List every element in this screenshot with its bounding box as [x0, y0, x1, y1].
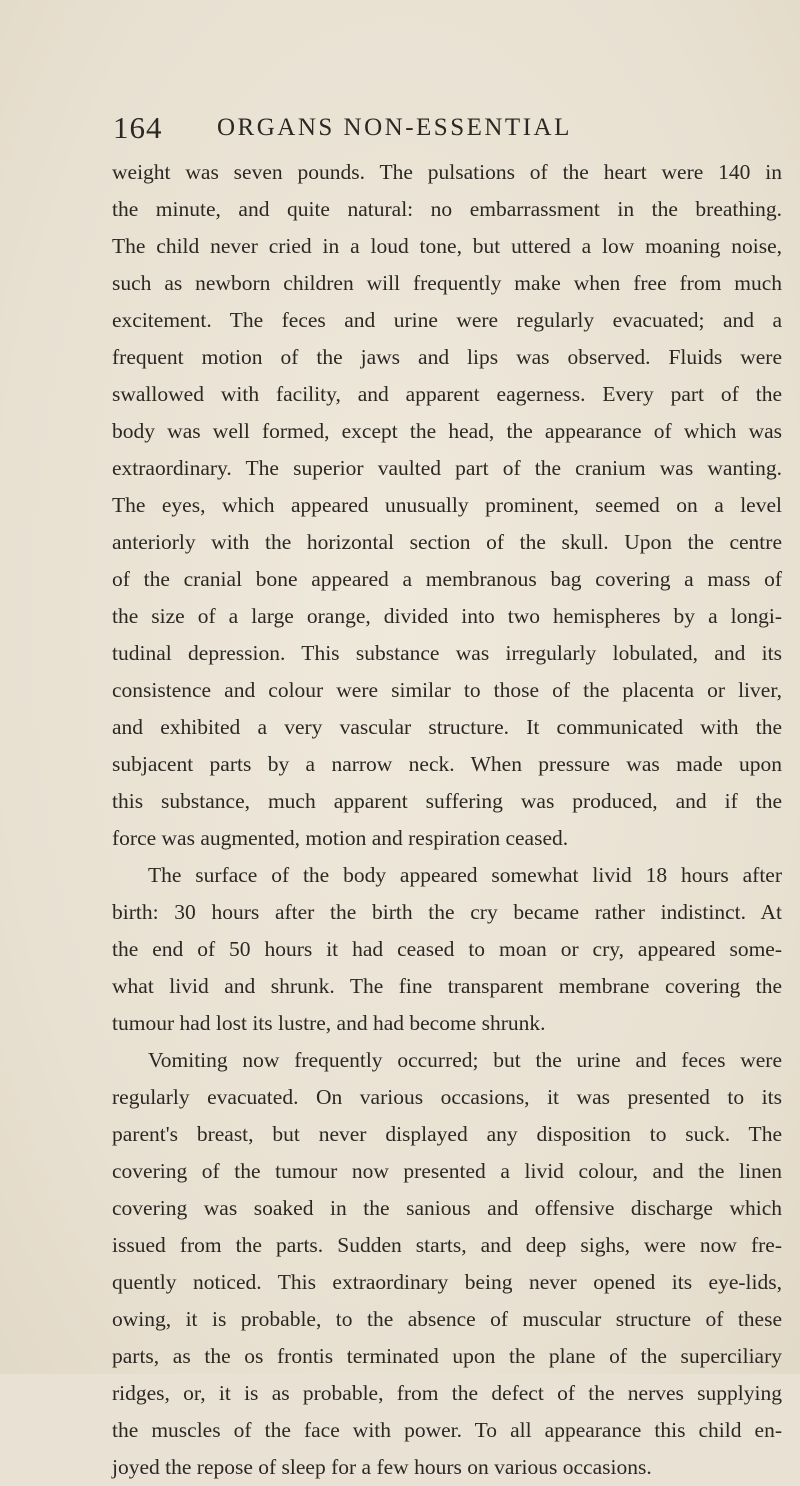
text-line: tumour had lost its lustre, and had become shrunk.	[112, 1011, 546, 1035]
running-head	[113, 110, 713, 150]
text-line: owing, it is probable, to the absence of muscular structure of these	[112, 1307, 782, 1331]
text-line: anteriorly with the horizontal section of the skull. Upon the centre	[112, 530, 782, 554]
text-line: the muscles of the face with power. To all appearance this child en-	[112, 1418, 782, 1442]
text-line: what livid and shrunk. The fine transparent membrane covering the	[112, 974, 782, 998]
page-number: 164	[113, 110, 163, 145]
text-line: this substance, much apparent suffering was produced, and if the	[112, 789, 782, 813]
text-line: ridges, or, it is as probable, from the defect of the nerves supplying	[112, 1381, 782, 1405]
text-line: the end of 50 hours it had ceased to moan or cry, appeared some-	[112, 937, 782, 961]
text-line: covering was soaked in the sanious and offensive discharge which	[112, 1196, 782, 1220]
text-line: quently noticed. This extraordinary being never opened its eye-lids,	[112, 1270, 782, 1294]
text-line: and exhibited a very vascular structure. It communicated with the	[112, 715, 782, 739]
text-line: issued from the parts. Sudden starts, and deep sighs, were now fre-	[112, 1233, 782, 1257]
text-line: the minute, and quite natural: no embarrassment in the breathing.	[112, 197, 782, 221]
text-line: frequent motion of the jaws and lips was observed. Fluids were	[112, 345, 782, 369]
text-line: The eyes, which appeared unusually prominent, seemed on a level	[112, 493, 782, 517]
text-line: regularly evacuated. On various occasions, it was presented to its	[112, 1085, 782, 1109]
text-line: the size of a large orange, divided into two hemispheres by a longi-	[112, 604, 782, 628]
text-line: parent's breast, but never displayed any disposition to suck. The	[112, 1122, 782, 1146]
text-line: weight was seven pounds. The pulsations of the heart were 140 in	[112, 160, 782, 184]
body-text	[112, 154, 782, 1486]
text-line: force was augmented, motion and respiration ceased.	[112, 826, 569, 850]
text-line: Vomiting now frequently occurred; but the urine and feces were	[148, 1048, 782, 1072]
text-line: covering of the tumour now presented a livid colour, and the linen	[112, 1159, 782, 1183]
text-line: swallowed with facility, and apparent eagerness. Every part of the	[112, 382, 782, 406]
text-line: joyed the repose of sleep for a few hours on various occasions.	[112, 1455, 652, 1479]
text-line: of the cranial bone appeared a membranous bag covering a mass of	[112, 567, 782, 591]
text-line: excitement. The feces and urine were regularly evacuated; and a	[112, 308, 782, 332]
text-line: The surface of the body appeared somewhat livid 18 hours after	[148, 863, 782, 887]
text-line: birth: 30 hours after the birth the cry became rather indistinct. At	[112, 900, 782, 924]
text-line: extraordinary. The superior vaulted part of the cranium was wanting.	[112, 456, 782, 480]
text-line: consistence and colour were similar to those of the placenta or liver,	[112, 678, 782, 702]
text-line: parts, as the os frontis terminated upon the plane of the superciliary	[112, 1344, 782, 1368]
text-line: tudinal depression. This substance was irregularly lobulated, and its	[112, 641, 782, 665]
text-line: body was well formed, except the head, the appearance of which was	[112, 419, 782, 443]
text-line: The child never cried in a loud tone, but uttered a low moaning noise,	[112, 234, 782, 258]
text-line: such as newborn children will frequently make when free from much	[112, 271, 782, 295]
running-title: ORGANS NON-ESSENTIAL	[217, 114, 572, 141]
text-line: subjacent parts by a narrow neck. When pressure was made upon	[112, 752, 782, 776]
